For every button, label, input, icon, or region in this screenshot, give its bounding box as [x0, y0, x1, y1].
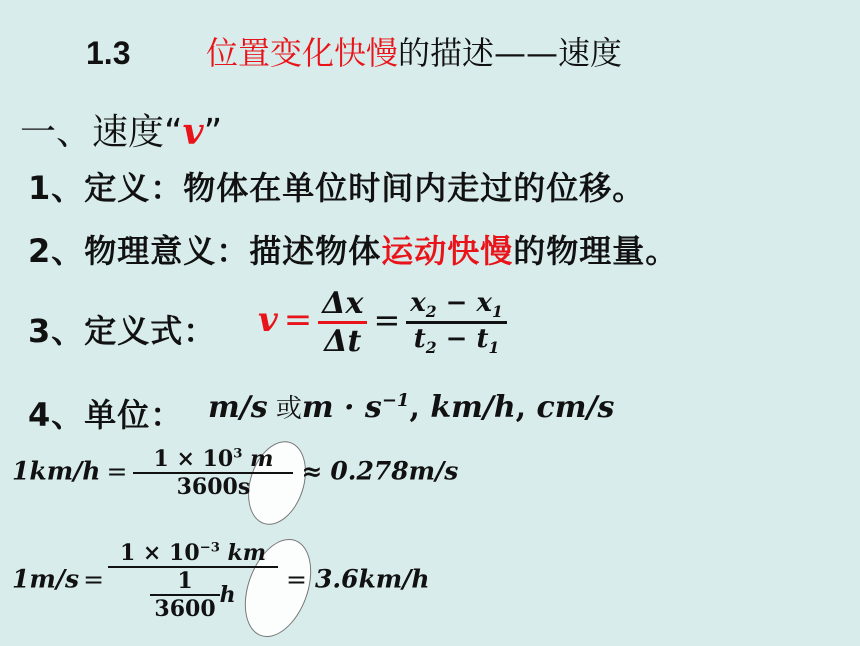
delta-fraction — [318, 286, 367, 359]
conv2-lhs: 1m/s — [12, 564, 80, 594]
conv2-denominator — [146, 568, 239, 622]
conversion-kmh — [12, 446, 458, 500]
units-sep-2: , — [515, 390, 537, 425]
section-number: 1.3 — [86, 35, 131, 71]
units-list — [208, 388, 614, 425]
title-text: 的描述 — [398, 34, 495, 72]
x1-sub: 1 — [492, 302, 503, 321]
conv2-inner-fraction — [150, 568, 219, 622]
conv2-equals-2: = — [286, 564, 307, 594]
formula-equals: = — [283, 300, 313, 340]
conv2-inner-num: 1 — [177, 568, 193, 594]
conv1-lhs: 1km/h — [12, 456, 101, 486]
title-highlight: 位置变化快慢 — [206, 34, 399, 72]
conv2-unit: km — [227, 540, 267, 566]
units-sep-1: , — [409, 390, 431, 425]
unit-kmh: km/h — [430, 390, 516, 425]
conv2-numerator — [116, 540, 270, 566]
meaning-prefix: 2、物理意义：描述物体 — [28, 232, 382, 270]
meaning-highlight: 运动快慢 — [381, 232, 514, 270]
conv1-numerator — [150, 446, 278, 472]
conv2-rhs: 3.6km/h — [314, 564, 430, 594]
velocity-symbol: v — [182, 111, 204, 153]
unit-cms: cm/s — [536, 390, 615, 425]
section-label: 一、速度 — [20, 112, 165, 153]
conversion-ms — [12, 540, 430, 622]
title-dash: —— — [494, 34, 559, 72]
unit-ms-inverse: m · s — [301, 390, 382, 425]
meaning-line — [28, 226, 678, 272]
t2: t — [413, 324, 426, 354]
title-end: 速度 — [558, 34, 623, 72]
x2-sub: 2 — [425, 302, 437, 321]
definition-line: 1、定义：物体在单位时间内走过的位移。 — [28, 169, 646, 207]
x1: x — [476, 287, 493, 318]
t1: t — [476, 324, 489, 354]
units-or: 或 — [267, 394, 302, 424]
x-minus: − — [436, 287, 477, 318]
difference-fraction — [406, 288, 507, 357]
definition-formula — [258, 286, 507, 359]
conv2-equals: = — [83, 564, 105, 594]
conv1-equals: = — [106, 456, 128, 486]
x2: x — [410, 287, 426, 318]
formula-equals-2: = — [373, 301, 401, 339]
t1-sub: 1 — [488, 338, 500, 358]
quote-close: ” — [203, 112, 223, 153]
unit-exp: −1 — [381, 390, 410, 411]
t-minus: − — [436, 324, 477, 354]
t-difference — [410, 324, 504, 357]
conv1-exp: 3 — [233, 446, 243, 462]
conv1-rhs: 0.278m/s — [330, 456, 459, 486]
formula-v: v — [258, 300, 278, 340]
section-heading — [20, 104, 222, 155]
t2-sub: 2 — [425, 338, 437, 358]
conv1-num: 1 × 10 — [153, 446, 234, 472]
quote-open: “ — [164, 112, 183, 153]
conv2-fraction — [108, 540, 278, 622]
conv1-fraction — [133, 446, 293, 500]
x-difference — [406, 288, 507, 321]
conv2-den-unit: h — [219, 582, 236, 608]
delta-t: Δt — [324, 324, 362, 359]
meaning-suffix: 的物理量。 — [513, 232, 679, 270]
approx-symbol: ≈ — [301, 456, 323, 486]
formula-label: 3、定义式： — [28, 312, 217, 350]
conv2-exp: −3 — [199, 540, 220, 556]
conv1-denominator: 3600s — [176, 474, 251, 500]
conv1-unit: m — [250, 446, 274, 472]
unit-ms: m/s — [208, 390, 268, 425]
units-label: 4、单位： — [28, 396, 184, 434]
conv2-num: 1 × 10 — [119, 540, 200, 566]
conv2-inner-den: 3600 — [154, 596, 216, 622]
delta-x: Δx — [322, 286, 364, 321]
page-title — [86, 28, 622, 74]
